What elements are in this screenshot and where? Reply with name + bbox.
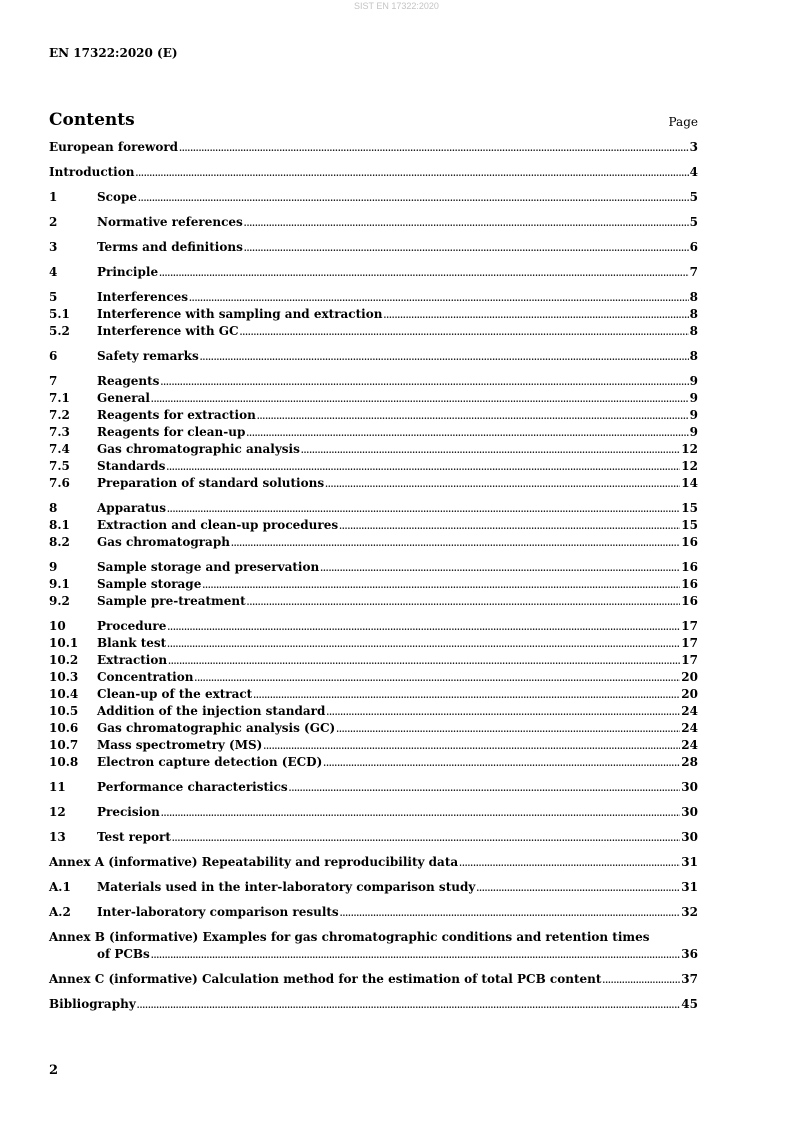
dot-leader bbox=[602, 971, 680, 989]
toc-entry-page: 17 bbox=[681, 636, 698, 650]
toc-entry-number: 11 bbox=[49, 780, 66, 794]
toc-entry-number: 8.2 bbox=[49, 535, 70, 549]
toc-entry-title: Scope bbox=[97, 190, 138, 204]
toc-entry-page: 24 bbox=[681, 704, 698, 718]
toc-entry-page: 9 bbox=[689, 408, 698, 422]
toc-entry-page: 30 bbox=[681, 805, 698, 819]
toc-entry-page: 8 bbox=[689, 290, 698, 304]
dot-leader bbox=[326, 703, 680, 721]
toc-entry[interactable] bbox=[49, 996, 698, 1013]
toc-entry[interactable] bbox=[49, 720, 698, 737]
toc-entry-page: 12 bbox=[681, 442, 698, 456]
toc-entry[interactable] bbox=[49, 929, 698, 963]
toc-entry-number: A.2 bbox=[49, 905, 71, 919]
toc-entry-title: Performance characteristics bbox=[97, 780, 288, 794]
toc-entry[interactable] bbox=[49, 441, 698, 458]
toc-entry[interactable] bbox=[49, 373, 698, 390]
toc-entry-title: Bibliography bbox=[49, 997, 136, 1011]
toc-entry-number: 13 bbox=[49, 830, 66, 844]
dot-leader bbox=[459, 854, 680, 872]
toc-entry-number: 2 bbox=[49, 215, 58, 229]
toc-entry-title: Precision bbox=[97, 805, 160, 819]
toc-entry-title: Annex A (informative) Repeatability and reproducibility data bbox=[49, 855, 459, 869]
dot-leader bbox=[167, 635, 680, 653]
toc-entry-number: 10.3 bbox=[49, 670, 79, 684]
toc-entry[interactable] bbox=[49, 475, 698, 492]
toc-entry-page: 6 bbox=[689, 240, 698, 254]
toc-entry-title: Apparatus bbox=[97, 501, 166, 515]
toc-entry-title: Gas chromatographic analysis bbox=[97, 442, 300, 456]
dot-leader bbox=[189, 289, 689, 307]
toc-entry[interactable] bbox=[49, 164, 698, 181]
dot-leader bbox=[476, 879, 680, 897]
toc-entry-title: Clean-up of the extract bbox=[97, 687, 253, 701]
toc-entry-number: 8 bbox=[49, 501, 58, 515]
dot-leader bbox=[151, 390, 689, 408]
toc-entry[interactable] bbox=[49, 139, 698, 156]
toc-entry[interactable] bbox=[49, 669, 698, 686]
dot-leader bbox=[240, 323, 689, 341]
toc-entry[interactable] bbox=[49, 458, 698, 475]
toc-entry-number: 9 bbox=[49, 560, 58, 574]
toc-entry[interactable] bbox=[49, 635, 698, 652]
toc-entry[interactable] bbox=[49, 879, 698, 896]
toc-entry-number: 4 bbox=[49, 265, 58, 279]
dot-leader bbox=[200, 348, 689, 366]
toc-entry-page: 15 bbox=[681, 501, 698, 515]
dot-leader bbox=[167, 500, 680, 518]
dot-leader bbox=[246, 424, 688, 442]
dot-leader bbox=[244, 239, 689, 257]
toc-entry-title: Standards bbox=[97, 459, 166, 473]
toc-entry-page: 20 bbox=[681, 687, 698, 701]
toc-entry-number: 9.2 bbox=[49, 594, 70, 608]
dot-leader bbox=[202, 576, 680, 594]
toc-entry-page: 16 bbox=[681, 594, 698, 608]
toc-entry-page: 24 bbox=[681, 738, 698, 752]
toc-entry-page: 15 bbox=[681, 518, 698, 532]
toc-entry-number: 10.1 bbox=[49, 636, 79, 650]
toc-entry[interactable] bbox=[49, 517, 698, 534]
toc-entry-number: 7.2 bbox=[49, 408, 70, 422]
toc-entry-title-continued: of PCBs bbox=[97, 947, 150, 961]
toc-entry-page: 30 bbox=[681, 780, 698, 794]
toc-entry-number: 5.1 bbox=[49, 307, 70, 321]
dot-leader bbox=[151, 946, 680, 964]
dot-leader bbox=[135, 164, 688, 182]
toc-entry[interactable] bbox=[49, 904, 698, 921]
contents-heading: Contents bbox=[49, 110, 135, 130]
toc-entry-number: 10.6 bbox=[49, 721, 79, 735]
toc-entry[interactable] bbox=[49, 189, 698, 206]
toc-entry-number: A.1 bbox=[49, 880, 71, 894]
dot-leader bbox=[231, 534, 680, 552]
dot-leader bbox=[161, 804, 680, 822]
toc-entry-title: Sample storage and preservation bbox=[97, 560, 320, 574]
toc-entry-title: Principle bbox=[97, 265, 159, 279]
toc-entry[interactable] bbox=[49, 703, 698, 720]
dot-leader bbox=[137, 996, 681, 1014]
toc-entry[interactable] bbox=[49, 390, 698, 407]
dot-leader bbox=[194, 669, 680, 687]
dot-leader bbox=[323, 754, 680, 772]
toc-entry-title: European foreword bbox=[49, 140, 179, 154]
toc-entry-number: 7.4 bbox=[49, 442, 70, 456]
toc-entry-title: Reagents bbox=[97, 374, 160, 388]
toc-entry-number: 10.8 bbox=[49, 755, 79, 769]
toc-entry-page: 8 bbox=[689, 324, 698, 338]
dot-leader bbox=[325, 475, 680, 493]
toc-entry-page: 9 bbox=[689, 374, 698, 388]
dot-leader bbox=[336, 720, 680, 738]
toc-entry[interactable] bbox=[49, 407, 698, 424]
toc-entry-page: 5 bbox=[689, 215, 698, 229]
dot-leader bbox=[138, 189, 689, 207]
dot-leader bbox=[172, 829, 680, 847]
toc-entry[interactable] bbox=[49, 754, 698, 771]
toc-entry-number: 10.4 bbox=[49, 687, 79, 701]
document-id: EN 17322:2020 (E) bbox=[49, 46, 178, 60]
toc-entry[interactable] bbox=[49, 779, 698, 796]
toc-entry-title: Annex C (informative) Calculation method for the estimation of total PCB content bbox=[49, 972, 602, 986]
dot-leader bbox=[244, 214, 689, 232]
toc-entry-title: Introduction bbox=[49, 165, 135, 179]
toc-entry-title: Test report bbox=[97, 830, 171, 844]
toc-entry-title: Blank test bbox=[97, 636, 167, 650]
toc-entry-title: Reagents for extraction bbox=[97, 408, 256, 422]
toc-entry[interactable] bbox=[49, 971, 698, 988]
toc-entry[interactable] bbox=[49, 214, 698, 231]
toc-entry-number: 9.1 bbox=[49, 577, 70, 591]
toc-entry-title: Preparation of standard solutions bbox=[97, 476, 325, 490]
toc-entry-title: Interference with sampling and extraction bbox=[97, 307, 383, 321]
dot-leader bbox=[340, 904, 681, 922]
toc-entry[interactable] bbox=[49, 829, 698, 846]
table-of-contents bbox=[49, 139, 698, 1013]
dot-leader bbox=[301, 441, 680, 459]
toc-entry-title: Safety remarks bbox=[97, 349, 199, 363]
toc-entry-title: Annex B (informative) Examples for gas chromatographic conditions and retention times bbox=[49, 930, 650, 944]
toc-entry-number: 10.2 bbox=[49, 653, 79, 667]
dot-leader bbox=[167, 618, 680, 636]
toc-entry-page: 16 bbox=[681, 535, 698, 549]
toc-entry-number: 6 bbox=[49, 349, 58, 363]
toc-entry-title: Terms and definitions bbox=[97, 240, 243, 254]
dot-leader bbox=[253, 686, 680, 704]
toc-entry-title: Concentration bbox=[97, 670, 194, 684]
toc-entry-page: 28 bbox=[681, 755, 698, 769]
toc-entry-title: Sample pre-treatment bbox=[97, 594, 246, 608]
toc-entry-title: Materials used in the inter-laboratory comparison study bbox=[97, 880, 476, 894]
toc-entry-page: 30 bbox=[681, 830, 698, 844]
toc-entry[interactable] bbox=[49, 804, 698, 821]
toc-entry-title: Normative references bbox=[97, 215, 243, 229]
toc-entry-page: 32 bbox=[681, 905, 698, 919]
toc-entry[interactable] bbox=[49, 854, 698, 871]
toc-entry-number: 5 bbox=[49, 290, 58, 304]
toc-entry-page: 14 bbox=[681, 476, 698, 490]
dot-leader bbox=[159, 264, 689, 282]
dot-leader bbox=[257, 407, 689, 425]
dot-leader bbox=[166, 458, 680, 476]
toc-entry-page: 31 bbox=[681, 855, 698, 869]
toc-entry-number: 12 bbox=[49, 805, 66, 819]
toc-entry-title: Procedure bbox=[97, 619, 167, 633]
toc-entry-page: 3 bbox=[689, 140, 698, 154]
toc-entry[interactable] bbox=[49, 424, 698, 441]
watermark: SIST EN 17322:2020 bbox=[354, 1, 439, 11]
dot-leader bbox=[263, 737, 680, 755]
toc-entry-page: 24 bbox=[681, 721, 698, 735]
toc-entry-number: 10.7 bbox=[49, 738, 79, 752]
toc-entry-title: Addition of the injection standard bbox=[97, 704, 326, 718]
toc-entry-number: 7.5 bbox=[49, 459, 70, 473]
toc-entry-number: 7.6 bbox=[49, 476, 70, 490]
toc-entry[interactable] bbox=[49, 737, 698, 754]
toc-entry-page: 9 bbox=[689, 425, 698, 439]
toc-entry-title: Gas chromatographic analysis (GC) bbox=[97, 721, 336, 735]
toc-entry-title: Reagents for clean-up bbox=[97, 425, 246, 439]
toc-entry-page: 31 bbox=[681, 880, 698, 894]
dot-leader bbox=[383, 306, 688, 324]
page-number: 2 bbox=[49, 1063, 59, 1078]
toc-entry-number: 7.3 bbox=[49, 425, 70, 439]
toc-entry[interactable] bbox=[49, 534, 698, 551]
toc-entry[interactable] bbox=[49, 576, 698, 593]
toc-entry[interactable] bbox=[49, 323, 698, 340]
toc-entry-page: 17 bbox=[681, 653, 698, 667]
toc-entry-title: Sample storage bbox=[97, 577, 202, 591]
dot-leader bbox=[289, 779, 681, 797]
toc-entry[interactable] bbox=[49, 618, 698, 635]
toc-entry-page: 20 bbox=[681, 670, 698, 684]
toc-entry-number: 7 bbox=[49, 374, 58, 388]
toc-entry-page: 8 bbox=[689, 307, 698, 321]
toc-entry[interactable] bbox=[49, 289, 698, 306]
toc-entry-title: Extraction bbox=[97, 653, 168, 667]
toc-entry[interactable] bbox=[49, 264, 698, 281]
toc-entry-page: 45 bbox=[681, 997, 698, 1011]
toc-entry-page: 16 bbox=[681, 577, 698, 591]
toc-entry[interactable] bbox=[49, 348, 698, 365]
toc-entry-title: Extraction and clean-up procedures bbox=[97, 518, 339, 532]
toc-entry-page: 4 bbox=[689, 165, 698, 179]
toc-entry-title: Mass spectrometry (MS) bbox=[97, 738, 263, 752]
toc-entry-page: 36 bbox=[681, 947, 698, 961]
toc-entry[interactable] bbox=[49, 239, 698, 256]
toc-entry-page: 17 bbox=[681, 619, 698, 633]
dot-leader bbox=[320, 559, 680, 577]
toc-entry-title: Electron capture detection (ECD) bbox=[97, 755, 323, 769]
toc-entry-title: Inter-laboratory comparison results bbox=[97, 905, 339, 919]
toc-entry[interactable] bbox=[49, 500, 698, 517]
toc-entry-number: 7.1 bbox=[49, 391, 70, 405]
dot-leader bbox=[179, 139, 689, 157]
toc-entry-page: 9 bbox=[689, 391, 698, 405]
toc-entry-page: 12 bbox=[681, 459, 698, 473]
toc-entry-number: 3 bbox=[49, 240, 58, 254]
page-column-label: Page bbox=[668, 115, 698, 129]
toc-entry-title: Interferences bbox=[97, 290, 189, 304]
toc-entry-number: 8.1 bbox=[49, 518, 70, 532]
dot-leader bbox=[168, 652, 680, 670]
dot-leader bbox=[160, 373, 688, 391]
toc-entry-number: 5.2 bbox=[49, 324, 70, 338]
toc-entry[interactable] bbox=[49, 559, 698, 576]
toc-entry[interactable] bbox=[49, 593, 698, 610]
toc-entry[interactable] bbox=[49, 686, 698, 703]
toc-entry-page: 8 bbox=[689, 349, 698, 363]
toc-entry[interactable] bbox=[49, 306, 698, 323]
dot-leader bbox=[339, 517, 680, 535]
dot-leader bbox=[247, 593, 681, 611]
toc-entry-number: 10.5 bbox=[49, 704, 79, 718]
toc-entry-page: 7 bbox=[689, 265, 698, 279]
toc-entry-page: 37 bbox=[681, 972, 698, 986]
toc-entry-number: 10 bbox=[49, 619, 66, 633]
toc-entry-title: Interference with GC bbox=[97, 324, 239, 338]
toc-entry-number: 1 bbox=[49, 190, 58, 204]
toc-entry-page: 5 bbox=[689, 190, 698, 204]
toc-entry-title: Gas chromatograph bbox=[97, 535, 230, 549]
toc-entry-title: General bbox=[97, 391, 150, 405]
toc-entry-page: 16 bbox=[681, 560, 698, 574]
toc-entry[interactable] bbox=[49, 652, 698, 669]
